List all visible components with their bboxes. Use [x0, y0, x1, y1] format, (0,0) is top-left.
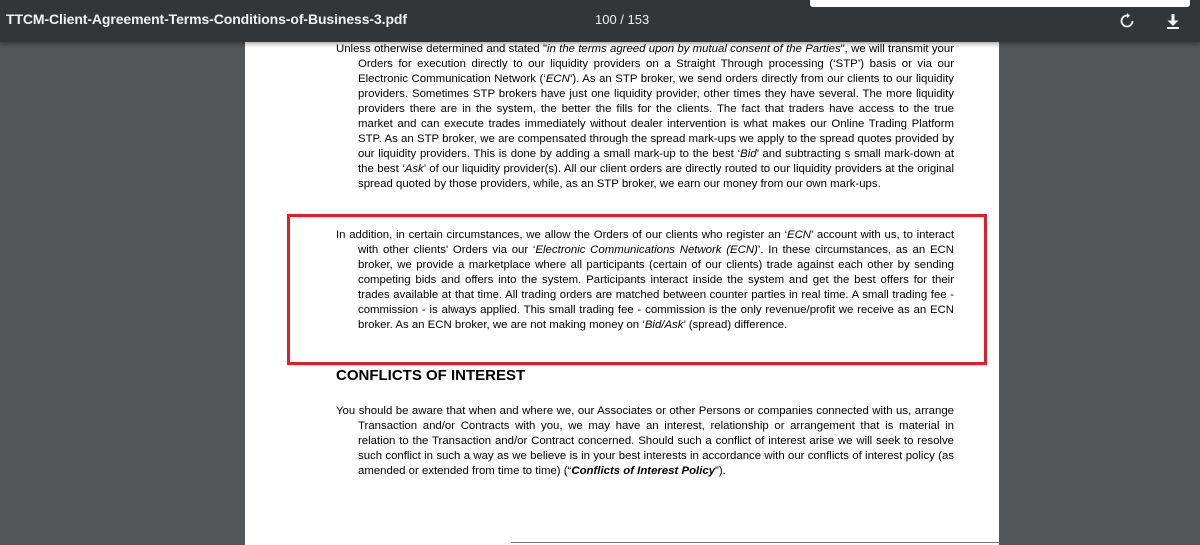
section-heading: CONFLICTS OF INTEREST [336, 367, 526, 384]
highlight-annotation [287, 214, 987, 365]
paragraph-conflicts: You should be aware that when and where we, our Associates or other Persons or companies connected with us, arrange Transaction and/or Contracts with you, we may have an interest, relationship or arrangement that is material in relation to the Transaction and/or Contract concerned. Should such a conflict of interest arise we will seek to resolve such conflict in such a way as we believe is in your best interests in accordance with our conflicts of interest policy (as amended or extended from time to time) (“Conflicts of Interest Policy”). [336, 405, 954, 477]
rotate-icon[interactable] [1116, 10, 1138, 32]
document-title: TTCM-Client-Agreement-Terms-Conditions-of-Business-3.pdf [6, 11, 407, 27]
find-bar[interactable] [810, 0, 1190, 7]
paragraph-ecn: In addition, in certain circumstances, we allow the Orders of our clients who register an ‘ECN’ account with us, to interact with other clients' Orders via our ‘Electronic Communications Network (ECN)’. In these circumstances, as an ECN broker, we provide a marketplace where all participants (certain of our clients) trade against each other by sending competing bids and offers into the system. Participants interact inside the system and get the best offers for their trades available at that time. All trading orders are matched between counter parties in real time. A small trading fee - commission - is always applied. This small trading fee - commission is the only revenue/profit we receive as an ECN broker. As an ECN broker, we are not making money on ‘Bid/Ask’ (spread) difference. [336, 229, 954, 331]
download-icon[interactable] [1162, 10, 1184, 32]
paragraph-stp: Unless otherwise determined and stated "in the terms agreed upon by mutual consent of the Parties", we will transmit your Orders for execution directly to our liquidity providers on a Straight Through processing (‘STP’) basis or via our Electronic Communication Network (‘ECN’). As an STP broker, we send orders directly from our clients to our liquidity providers. Sometimes STP brokers have just one liquidity provider, other times they have several. The more liquidity providers there are in the system, the better the fills for the clients. The fact that traders have access to the true market and can execute trades immediately without dealer intervention is what makes our Online Trading Platform STP. As an STP broker, we are compensated through the spread mark-ups we apply to the spread quotes provided by our liquidity providers. This is done by adding a small mark-up to the best ‘Bid’ and subtracting s small mark-down at the best ‘Ask’ of our liquidity provider(s). All our client orders are directly routed to our liquidity providers at the original spread quoted by those providers, while, as an STP broker, we earn our money from our own mark-ups. [336, 43, 954, 190]
page-divider [511, 542, 999, 543]
page-counter: 100 / 153 [595, 12, 650, 27]
pdf-toolbar [0, 0, 1200, 42]
